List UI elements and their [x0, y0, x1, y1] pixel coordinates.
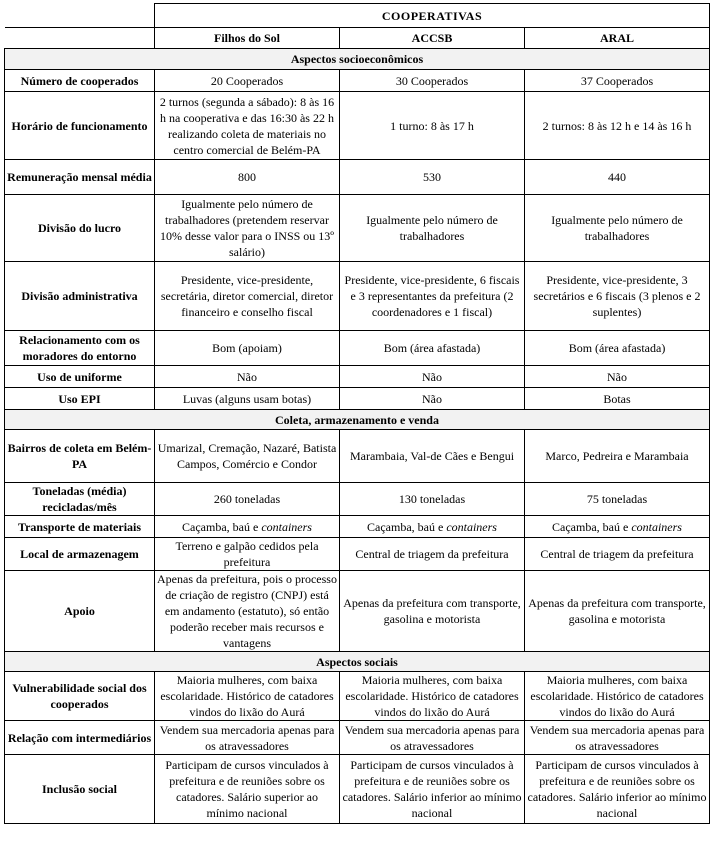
table-cell: Bom (área afastada) — [525, 331, 710, 366]
table-cell — [340, 516, 525, 538]
row-label: Vulnerabilidade social dos cooperados — [5, 672, 155, 721]
cell-italic-text: containers — [446, 519, 497, 534]
table-row — [5, 331, 710, 366]
table-row — [5, 721, 710, 755]
table-cell: Igualmente pelo número de trabalhadores — [525, 195, 710, 262]
corner-cell — [5, 4, 155, 28]
table-cell: Central de triagem da prefeitura — [525, 538, 710, 571]
cell-text: Caçamba, baú e — [367, 519, 444, 534]
table-cell: Presidente, vice-presidente, 3 secretários e 6 fiscais (3 plenos e 2 suplentes) — [525, 262, 710, 331]
table-cell — [155, 516, 340, 538]
table-cell: Não — [525, 366, 710, 388]
table-cell: Apenas da prefeitura com transporte, gasolina e motorista — [340, 571, 525, 652]
cell-italic-text: containers — [631, 519, 682, 534]
cell-italic-text: containers — [261, 519, 312, 534]
table-cell: 440 — [525, 160, 710, 195]
cell-text: Caçamba, baú e — [182, 519, 259, 534]
row-label: Número de cooperados — [5, 70, 155, 92]
section-title: Aspectos sociais — [5, 652, 710, 672]
cooperatives-table — [4, 3, 710, 824]
table-cell: Marco, Pedreira e Marambaia — [525, 430, 710, 483]
section-header-row — [5, 652, 710, 672]
table-row — [5, 366, 710, 388]
table-cell: Participam de cursos vinculados à prefeitura e de reuniões sobre os catadores. Salário inferior ao mínimo nacional — [525, 755, 710, 824]
table-row — [5, 92, 710, 160]
table-cell: Marambaia, Val-de Cães e Bengui — [340, 430, 525, 483]
table-cell: Não — [340, 366, 525, 388]
row-label: Horário de funcionamento — [5, 92, 155, 160]
table-cell: Bom (área afastada) — [340, 331, 525, 366]
table-cell: 1 turno: 8 às 17 h — [340, 92, 525, 160]
table-cell: Maioria mulheres, com baixa escolaridade. Histórico de catadores vindos do lixão do Aurá — [340, 672, 525, 721]
row-label: Divisão administrativa — [5, 262, 155, 331]
table-row — [5, 483, 710, 516]
table-cell: 37 Cooperados — [525, 70, 710, 92]
table-cell: 30 Cooperados — [340, 70, 525, 92]
row-label: Apoio — [5, 571, 155, 652]
row-label: Uso EPI — [5, 388, 155, 410]
table-row — [5, 672, 710, 721]
table-row — [5, 538, 710, 571]
table-cell: Umarizal, Cremação, Nazaré, Batista Campos, Comércio e Condor — [155, 430, 340, 483]
table-cell: 260 toneladas — [155, 483, 340, 516]
table-row — [5, 755, 710, 824]
table-row — [5, 195, 710, 262]
table-cell: Apenas da prefeitura, pois o processo de criação de registro (CNPJ) está em andamento (estatuto), só então poderão receber mais recursos e vantagens — [155, 571, 340, 652]
table-cell: Luvas (alguns usam botas) — [155, 388, 340, 410]
table-cell: 2 turnos: 8 às 12 h e 14 às 16 h — [525, 92, 710, 160]
row-label: Relacionamento com os moradores do entorno — [5, 331, 155, 366]
table-cell: Participam de cursos vinculados à prefeitura e de reuniões sobre os catadores. Salário inferior ao mínimo nacional — [340, 755, 525, 824]
table-cell: Apenas da prefeitura com transporte, gasolina e motorista — [525, 571, 710, 652]
table-cell: 2 turnos (segunda a sábado): 8 às 16 h na cooperativa e das 16:30 às 22 h realizando coleta de materiais no centro comercial de Belém-PA — [155, 92, 340, 160]
table-cell: Vendem sua mercadoria apenas para os atravessadores — [525, 721, 710, 755]
table-cell: 800 — [155, 160, 340, 195]
table-row — [5, 430, 710, 483]
table-row — [5, 262, 710, 331]
row-label: Bairros de coleta em Belém-PA — [5, 430, 155, 483]
section-title: Coleta, armazenamento e venda — [5, 410, 710, 430]
table-cell: 130 toneladas — [340, 483, 525, 516]
cell-text: Caçamba, baú e — [552, 519, 629, 534]
row-label: Transporte de materiais — [5, 516, 155, 538]
section-header-row — [5, 49, 710, 70]
row-label: Remuneração mensal média — [5, 160, 155, 195]
col-header-filhos-do-sol: Filhos do Sol — [155, 28, 340, 49]
table-row — [5, 388, 710, 410]
table-cell: 530 — [340, 160, 525, 195]
table-cell: Terreno e galpão cedidos pela prefeitura — [155, 538, 340, 571]
table-cell: 75 toneladas — [525, 483, 710, 516]
col-header-aral: ARAL — [525, 28, 710, 49]
table-cell: Central de triagem da prefeitura — [340, 538, 525, 571]
table-cell: Vendem sua mercadoria apenas para os atravessadores — [340, 721, 525, 755]
table-cell: Maioria mulheres, com baixa escolaridade. Histórico de catadores vindos do lixão do Aurá — [525, 672, 710, 721]
table-cell: Presidente, vice-presidente, 6 fiscais e 3 representantes da prefeitura (2 coordenadores e 1 fiscal) — [340, 262, 525, 331]
table-cell: 20 Cooperados — [155, 70, 340, 92]
table-cell: Igualmente pelo número de trabalhadores — [340, 195, 525, 262]
section-title: Aspectos socioeconômicos — [5, 49, 710, 70]
row-label: Local de armazenagem — [5, 538, 155, 571]
table-cell: Igualmente pelo número de trabalhadores (pretendem reservar 10% desse valor para o INSS ou 13º salário) — [155, 195, 340, 262]
row-label: Inclusão social — [5, 755, 155, 824]
table-cell: Não — [155, 366, 340, 388]
col-header-accsb: ACCSB — [340, 28, 525, 49]
corner-cell-2 — [5, 28, 155, 49]
table-cell: Botas — [525, 388, 710, 410]
section-header-row — [5, 410, 710, 430]
group-header: COOPERATIVAS — [155, 4, 710, 28]
table-row — [5, 70, 710, 92]
table-cell: Presidente, vice-presidente, secretária, diretor comercial, diretor financeiro e conselho fiscal — [155, 262, 340, 331]
table-cell — [525, 516, 710, 538]
row-label: Uso de uniforme — [5, 366, 155, 388]
table-cell: Participam de cursos vinculados à prefeitura e de reuniões sobre os catadores. Salário superior ao mínimo nacional — [155, 755, 340, 824]
table-cell: Vendem sua mercadoria apenas para os atravessadores — [155, 721, 340, 755]
table-row — [5, 516, 710, 538]
table-cell: Maioria mulheres, com baixa escolaridade. Histórico de catadores vindos do lixão do Aurá — [155, 672, 340, 721]
table-cell: Bom (apoiam) — [155, 331, 340, 366]
table-row — [5, 160, 710, 195]
table-cell: Não — [340, 388, 525, 410]
row-label: Divisão do lucro — [5, 195, 155, 262]
row-label: Toneladas (média) recicladas/mês — [5, 483, 155, 516]
row-label: Relação com intermediários — [5, 721, 155, 755]
table-row — [5, 571, 710, 652]
